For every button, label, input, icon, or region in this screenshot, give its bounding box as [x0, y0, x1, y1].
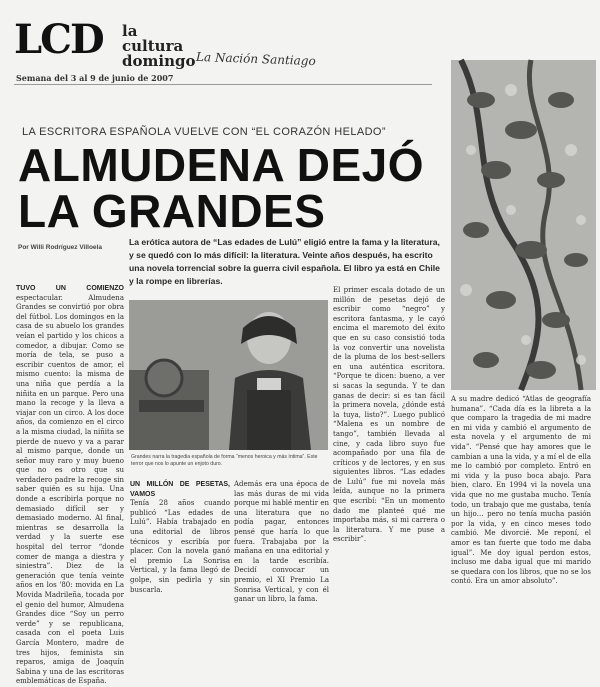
body-column-3 [451, 395, 591, 592]
article-headline [18, 139, 438, 237]
body-column-4 [130, 480, 230, 592]
issue-dateline: Semana del 3 al 9 de junio de 2007 [16, 73, 174, 83]
body-column-5-text: Además era una época de las más duras de mi vida porque mi hablé mentir en una literatura que no podía pagar, entonces pensé que haría lo que fuera. Trabajaba por la mañana en una editorial y en la tarde escribía. Decidí convocar un premio, el XI Premio La Sonrisa Vertical, y con él ganar un libro, la fama. [234, 480, 329, 604]
handwritten-note: La Nación Santiago [195, 49, 316, 69]
headline-line-2: LA GRANDES [18, 185, 326, 237]
author-photo-graphic [129, 300, 328, 450]
vine-photo [451, 60, 596, 390]
lead-in: TUVO UN COMIENZO [16, 285, 124, 292]
subtitle-line-1: la [122, 22, 138, 40]
photo-caption: Grandes narra la tragedia española de forma “menos heroica y más íntima”. Este terror que nos lo apunte un enjoto duro. [131, 454, 318, 467]
body-column-4-text: Tenía 28 años cuando publicó “Las edades de Lulú”. Había trabajado en una editorial de libros técnicos y escribía por placer. Con la novela ganó el premio La Sonrisa Vertical, y la fama llegó de golpe, sin pedirla y sin buscarla. [130, 499, 230, 594]
masthead-rule [14, 84, 432, 85]
body-column-2-text: El primer escala dotado de un millón de pesetas dejó de escribir como “negro” y escritora fantasma, y le cayó encima el maremoto del éxito que en su caso consistió toda la voz convertir una novelista de la pluma de los best-sellers en una auténtica escritora. “Porque te dicen: bueno, a ver si sacas la segunda. Y te dan ganas de decir: si es tan fácil la primera novela, ¿dónde está la tuya, listo?”. Luego publicó “Malena es un nombre de tango”, también llevada al cine, y cada libro suyo fue acompañado por una fila de críticos y de lectores, y en sus siguientes libros. “Las edades de Lulú” fue mi novela más leída, aunque no la primera que escribí: “En un momento dado me planteé qué me importaba más, si mi carrera o la literatura. Y me puse a escribir”. [333, 286, 445, 544]
article-kicker: LA ESCRITORA ESPAÑOLA VUELVE CON “EL CORAZÓN HELADO” [22, 126, 386, 138]
body-column-1 [16, 284, 124, 686]
publication-subtitle [122, 24, 195, 69]
section-subhead: UN MILLÓN DE PESETAS, VAMOS [130, 481, 230, 498]
vine-photo-graphic [451, 60, 596, 390]
body-column-3-text: A su madre dedicó “Atlas de geografía humana”. “Cada día es la libreta a la que comparo la tragedia de mi madre en mi vida y cambió el argumento de esta novela y el argumento de mi vida”. “Pensé que hay amores que le cambian a una la vida, y a mí el de ella me lo cambió por completo. Entró en mi vida y la puso boca abajo. Para bien, claro. En 1994 vi la novela una vida que no me gustaba mucho. Tenía todo, un trabajo que me gustaba, tenía un hijo… pero no tenía mucha pasión por la vida, y en cinco meses todo cambió. Me divorcié. Me reponí, el amor es tan fuerte que todo me daba igual”. Me doy igual perdon estos, incluso me daba igual que mi marido se quedara con los libros, que no se los contó. Era un amor absoluto”. [451, 395, 591, 586]
body-column-1-text: espectacular. Almudena Grandes se convirtió por obra del fútbol. Los domingos en la casa de su abuelo los grandes veían el partido y los chicos a comedor, a dibujar. Como se moría de tela, se puso a escribir cuentos de amor, el mismo cuento: la misma de una niña que perdía a la niñita en un parque. Pero una mano la recoge y la lleva a viajar con un circo. A los doce años, da comienzo en el circo a la misma ciudad, la niñita se pierde de nuevo y va a parar al mismo parque, donde un señor muy raro y muy bueno que no es otro que su verdadero padre la recoge sin saber quién es su hija. Una donde a escribirla porque no demasiado difícil ser y demasiado moderno. Al final, mientras se desarrolla la verdad y la suerte ese hospital del terror “donde comer de manga a diestra y siniestra”. Diez de la generación que tenía veinte años en los '80: movida en La Movida Madrileña, tocada por el genio del humor, Almudena Grandes dice “Soy un perro verde” y se republicana, casada con el poeta Luis García Montero, madre de tres hijos, feminista sin reparos, amiga de Joaquín Sabina y una de las escritoras emblemáticas de España. [16, 293, 124, 686]
headline-line-1: ALMUDENA DEJÓ [18, 139, 425, 191]
article-deck: La erótica autora de “Las edades de Lulú” eligió entre la fama y la literatura, y se quedó con lo más difícil: la literatura. Veinte años después, ha escrito una novela torrencial sobre la guerra civil española. El libro ya está en Chile y la rompe en librerías. [129, 237, 440, 286]
article-byline: Por Willi Rodríguez Villoela [18, 244, 102, 251]
subtitle-line-3: domingo [122, 52, 196, 70]
publication-logo: LCD [14, 16, 103, 63]
author-photo [129, 300, 328, 450]
body-column-5 [234, 480, 329, 604]
subtitle-line-2: cultura [122, 37, 184, 55]
body-column-2 [333, 286, 445, 592]
